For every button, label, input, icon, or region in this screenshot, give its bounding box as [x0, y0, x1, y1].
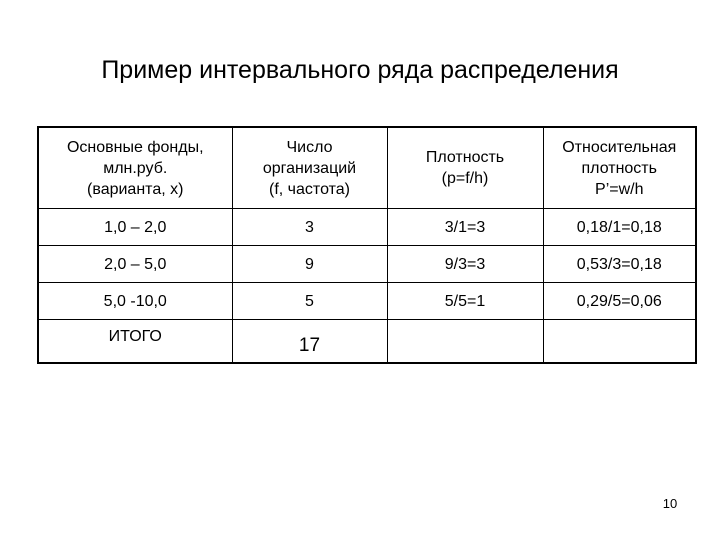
- header-cell: [232, 127, 387, 209]
- table-cell: 1,0 – 2,0: [38, 209, 232, 246]
- distribution-table: [37, 126, 697, 364]
- table-cell: 0,18/1=0,18: [543, 209, 696, 246]
- table-cell: [543, 320, 696, 364]
- header-line: (p=f/h): [441, 170, 489, 187]
- header-line: организаций: [262, 159, 357, 177]
- table-cell: 2,0 – 5,0: [38, 246, 232, 283]
- table-row: [38, 246, 696, 283]
- table-cell: 5/5=1: [387, 283, 543, 320]
- header-line: Основные фонды,: [66, 138, 204, 156]
- header-cell: [38, 127, 232, 209]
- header-line: (f, частота): [269, 180, 350, 198]
- header-line: (варианта, x): [87, 180, 184, 198]
- table-cell: 3/1=3: [387, 209, 543, 246]
- header-cell: [543, 127, 696, 209]
- header-cell: [387, 127, 543, 209]
- table-row: [38, 209, 696, 246]
- table-cell: 9: [232, 246, 387, 283]
- table-cell: [387, 320, 543, 364]
- total-value: 17: [232, 320, 387, 364]
- table-cell: 3: [232, 209, 387, 246]
- header-line: Относительная: [562, 138, 677, 156]
- header-line: P’=w/h: [595, 180, 644, 198]
- table-row: [38, 283, 696, 320]
- table-cell: 0,29/5=0,06: [543, 283, 696, 320]
- total-label: ИТОГО: [38, 320, 232, 364]
- table-total-row: [38, 320, 696, 364]
- table-header-row: [38, 127, 696, 209]
- table-cell: 5: [232, 283, 387, 320]
- table-cell: 9/3=3: [387, 246, 543, 283]
- table-cell: 5,0 -10,0: [38, 283, 232, 320]
- page-number: 10: [662, 496, 678, 511]
- header-line: плотность: [581, 159, 657, 177]
- slide-title: Пример интервального ряда распределения: [101, 56, 619, 84]
- header-line: млн.руб.: [103, 159, 168, 177]
- header-line: Число: [286, 138, 333, 156]
- table-cell: 0,53/3=0,18: [543, 246, 696, 283]
- header-line: Плотность: [425, 149, 505, 166]
